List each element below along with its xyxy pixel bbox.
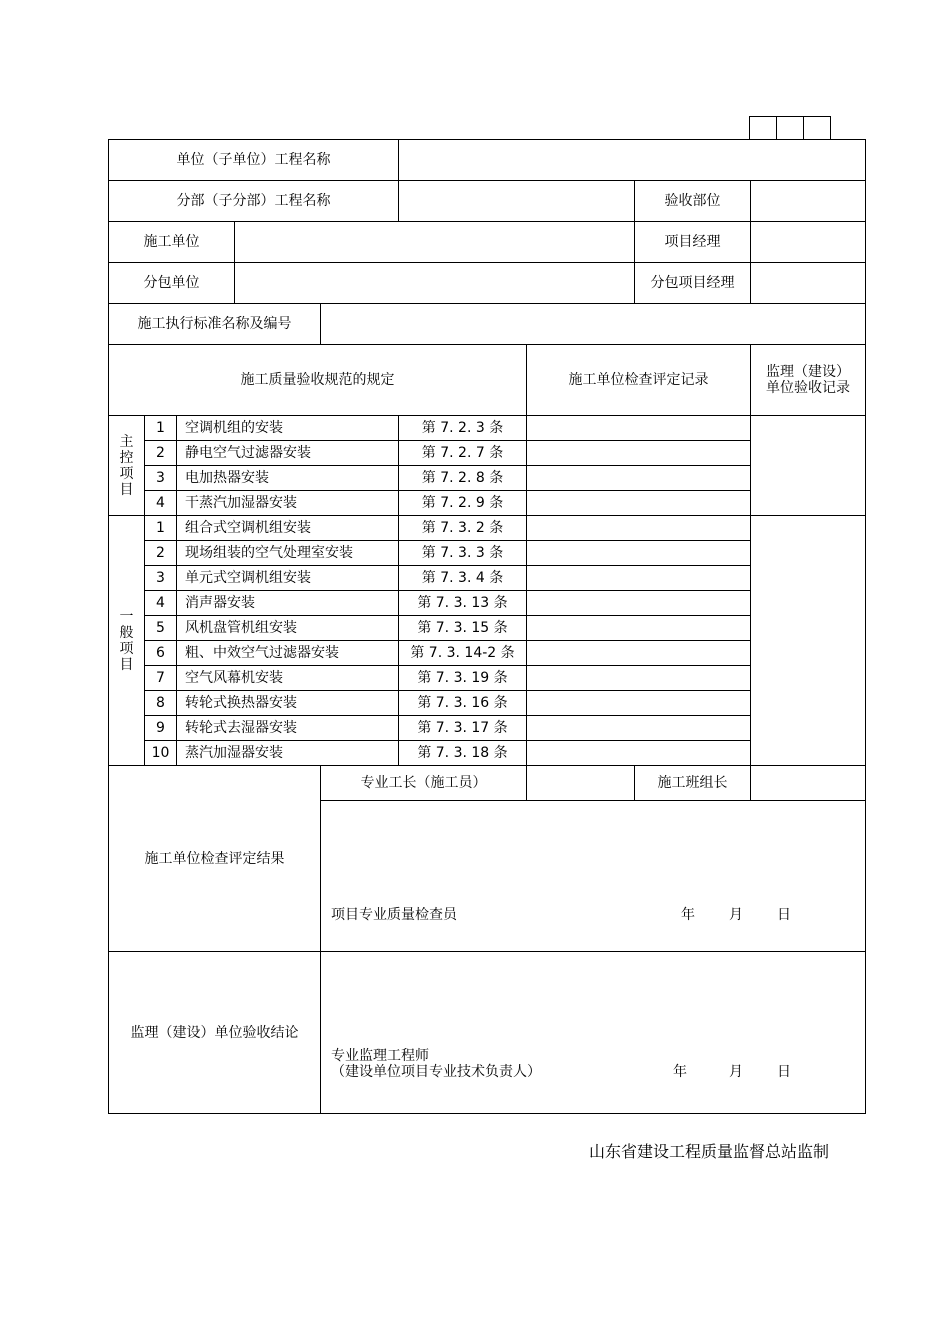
construction-unit-row bbox=[109, 222, 866, 263]
main-control-label: 主 控 项 目 bbox=[109, 416, 145, 516]
item-clause: 第 7. 3. 3 条 bbox=[399, 541, 527, 566]
result-body[interactable] bbox=[321, 801, 866, 952]
table-row bbox=[109, 516, 866, 541]
result-day: 日 bbox=[777, 907, 791, 923]
construction-record-cell[interactable] bbox=[527, 641, 751, 666]
team-leader-value[interactable] bbox=[751, 766, 866, 801]
construction-record-cell[interactable] bbox=[527, 466, 751, 491]
general-items-label: 一 般 项 目 bbox=[109, 516, 145, 766]
item-name: 静电空气过滤器安装 bbox=[177, 441, 399, 466]
result-signers-row bbox=[109, 766, 866, 801]
result-label: 施工单位检查评定结果 bbox=[109, 766, 321, 952]
item-name: 空气风幕机安装 bbox=[177, 666, 399, 691]
construction-unit-label: 施工单位 bbox=[109, 222, 235, 263]
item-clause: 第 7. 3. 14-2 条 bbox=[399, 641, 527, 666]
item-name: 蒸汽加湿器安装 bbox=[177, 741, 399, 766]
conclusion-day: 日 bbox=[777, 1064, 791, 1080]
acceptance-form-table bbox=[108, 139, 866, 1114]
column-header-row bbox=[109, 345, 866, 416]
conclusion-month: 月 bbox=[729, 1064, 743, 1080]
engineer-line1: 专业监理工程师 bbox=[331, 1048, 429, 1064]
team-leader-label: 施工班组长 bbox=[635, 766, 751, 801]
item-name: 干蒸汽加湿器安装 bbox=[177, 491, 399, 516]
item-clause: 第 7. 2. 9 条 bbox=[399, 491, 527, 516]
item-name: 消声器安装 bbox=[177, 591, 399, 616]
item-number: 5 bbox=[145, 616, 177, 641]
item-number: 2 bbox=[145, 541, 177, 566]
project-manager-value[interactable] bbox=[751, 222, 866, 263]
sub-project-name-label: 分部（子分部）工程名称 bbox=[109, 181, 399, 222]
item-name: 单元式空调机组安装 bbox=[177, 566, 399, 591]
item-number: 8 bbox=[145, 691, 177, 716]
item-number: 2 bbox=[145, 441, 177, 466]
item-clause: 第 7. 3. 18 条 bbox=[399, 741, 527, 766]
item-number: 4 bbox=[145, 491, 177, 516]
item-name: 组合式空调机组安装 bbox=[177, 516, 399, 541]
table-row bbox=[109, 416, 866, 441]
item-clause: 第 7. 3. 4 条 bbox=[399, 566, 527, 591]
unit-project-row bbox=[109, 140, 866, 181]
subcontract-manager-value[interactable] bbox=[751, 263, 866, 304]
item-name: 电加热器安装 bbox=[177, 466, 399, 491]
item-clause: 第 7. 2. 7 条 bbox=[399, 441, 527, 466]
standard-row bbox=[109, 304, 866, 345]
conclusion-label: 监理（建设）单位验收结论 bbox=[109, 952, 321, 1114]
supervision-record-header bbox=[751, 345, 866, 416]
foreman-value[interactable] bbox=[527, 766, 635, 801]
supervision-record-line2: 单位验收记录 bbox=[766, 380, 851, 396]
standard-value[interactable] bbox=[321, 304, 866, 345]
conclusion-row bbox=[109, 952, 866, 1114]
code-box[interactable] bbox=[777, 117, 804, 140]
project-manager-label: 项目经理 bbox=[635, 222, 751, 263]
construction-record-cell[interactable] bbox=[527, 416, 751, 441]
item-clause: 第 7. 3. 2 条 bbox=[399, 516, 527, 541]
spec-rules-header: 施工质量验收规范的规定 bbox=[109, 345, 527, 416]
foreman-label: 专业工长（施工员） bbox=[321, 766, 527, 801]
item-clause: 第 7. 2. 8 条 bbox=[399, 466, 527, 491]
item-clause: 第 7. 3. 19 条 bbox=[399, 666, 527, 691]
item-name: 转轮式换热器安装 bbox=[177, 691, 399, 716]
acceptance-part-value[interactable] bbox=[751, 181, 866, 222]
item-name: 空调机组的安装 bbox=[177, 416, 399, 441]
item-number: 1 bbox=[145, 516, 177, 541]
subcontract-manager-label: 分包项目经理 bbox=[635, 263, 751, 304]
item-number: 4 bbox=[145, 591, 177, 616]
supervision-record-line1: 监理（建设） bbox=[766, 364, 851, 380]
item-number: 10 bbox=[145, 741, 177, 766]
form-code-boxes bbox=[749, 116, 831, 140]
item-name: 粗、中效空气过滤器安装 bbox=[177, 641, 399, 666]
code-box[interactable] bbox=[804, 117, 830, 140]
construction-record-cell[interactable] bbox=[527, 491, 751, 516]
item-number: 3 bbox=[145, 466, 177, 491]
construction-record-cell[interactable] bbox=[527, 691, 751, 716]
item-clause: 第 7. 3. 17 条 bbox=[399, 716, 527, 741]
item-number: 3 bbox=[145, 566, 177, 591]
standard-label: 施工执行标准名称及编号 bbox=[109, 304, 321, 345]
subcontract-unit-row bbox=[109, 263, 866, 304]
engineer-line2: （建设单位项目专业技术负责人） bbox=[331, 1064, 541, 1080]
code-box[interactable] bbox=[750, 117, 777, 140]
conclusion-body[interactable] bbox=[321, 952, 866, 1114]
construction-record-cell[interactable] bbox=[527, 541, 751, 566]
item-clause: 第 7. 3. 13 条 bbox=[399, 591, 527, 616]
item-number: 7 bbox=[145, 666, 177, 691]
item-clause: 第 7. 3. 16 条 bbox=[399, 691, 527, 716]
item-number: 6 bbox=[145, 641, 177, 666]
conclusion-year: 年 bbox=[673, 1064, 687, 1080]
sub-project-row bbox=[109, 181, 866, 222]
item-clause: 第 7. 3. 15 条 bbox=[399, 616, 527, 641]
construction-record-cell[interactable] bbox=[527, 716, 751, 741]
subcontract-unit-label: 分包单位 bbox=[109, 263, 235, 304]
unit-project-name-label: 单位（子单位）工程名称 bbox=[109, 140, 399, 181]
supervision-record-main-cell[interactable] bbox=[751, 416, 866, 516]
sub-project-name-value[interactable] bbox=[399, 181, 635, 222]
inspector-label: 项目专业质量检查员 bbox=[331, 907, 457, 923]
item-clause: 第 7. 2. 3 条 bbox=[399, 416, 527, 441]
footer-issuer: 山东省建设工程质量监督总站监制 bbox=[589, 1142, 830, 1161]
construction-record-cell[interactable] bbox=[527, 441, 751, 466]
result-month: 月 bbox=[729, 907, 743, 923]
construction-record-cell[interactable] bbox=[527, 666, 751, 691]
item-name: 转轮式去湿器安装 bbox=[177, 716, 399, 741]
construction-record-cell[interactable] bbox=[527, 741, 751, 766]
construction-record-cell[interactable] bbox=[527, 566, 751, 591]
item-name: 风机盘管机组安装 bbox=[177, 616, 399, 641]
item-number: 1 bbox=[145, 416, 177, 441]
result-year: 年 bbox=[681, 907, 695, 923]
item-name: 现场组装的空气处理室安装 bbox=[177, 541, 399, 566]
construction-unit-value[interactable] bbox=[235, 222, 635, 263]
subcontract-unit-value[interactable] bbox=[235, 263, 635, 304]
construction-record-header: 施工单位检查评定记录 bbox=[527, 345, 751, 416]
unit-project-name-value[interactable] bbox=[399, 140, 866, 181]
acceptance-part-label: 验收部位 bbox=[635, 181, 751, 222]
construction-record-cell[interactable] bbox=[527, 616, 751, 641]
construction-record-cell[interactable] bbox=[527, 516, 751, 541]
construction-record-cell[interactable] bbox=[527, 591, 751, 616]
item-number: 9 bbox=[145, 716, 177, 741]
supervision-record-general-cell[interactable] bbox=[751, 516, 866, 766]
